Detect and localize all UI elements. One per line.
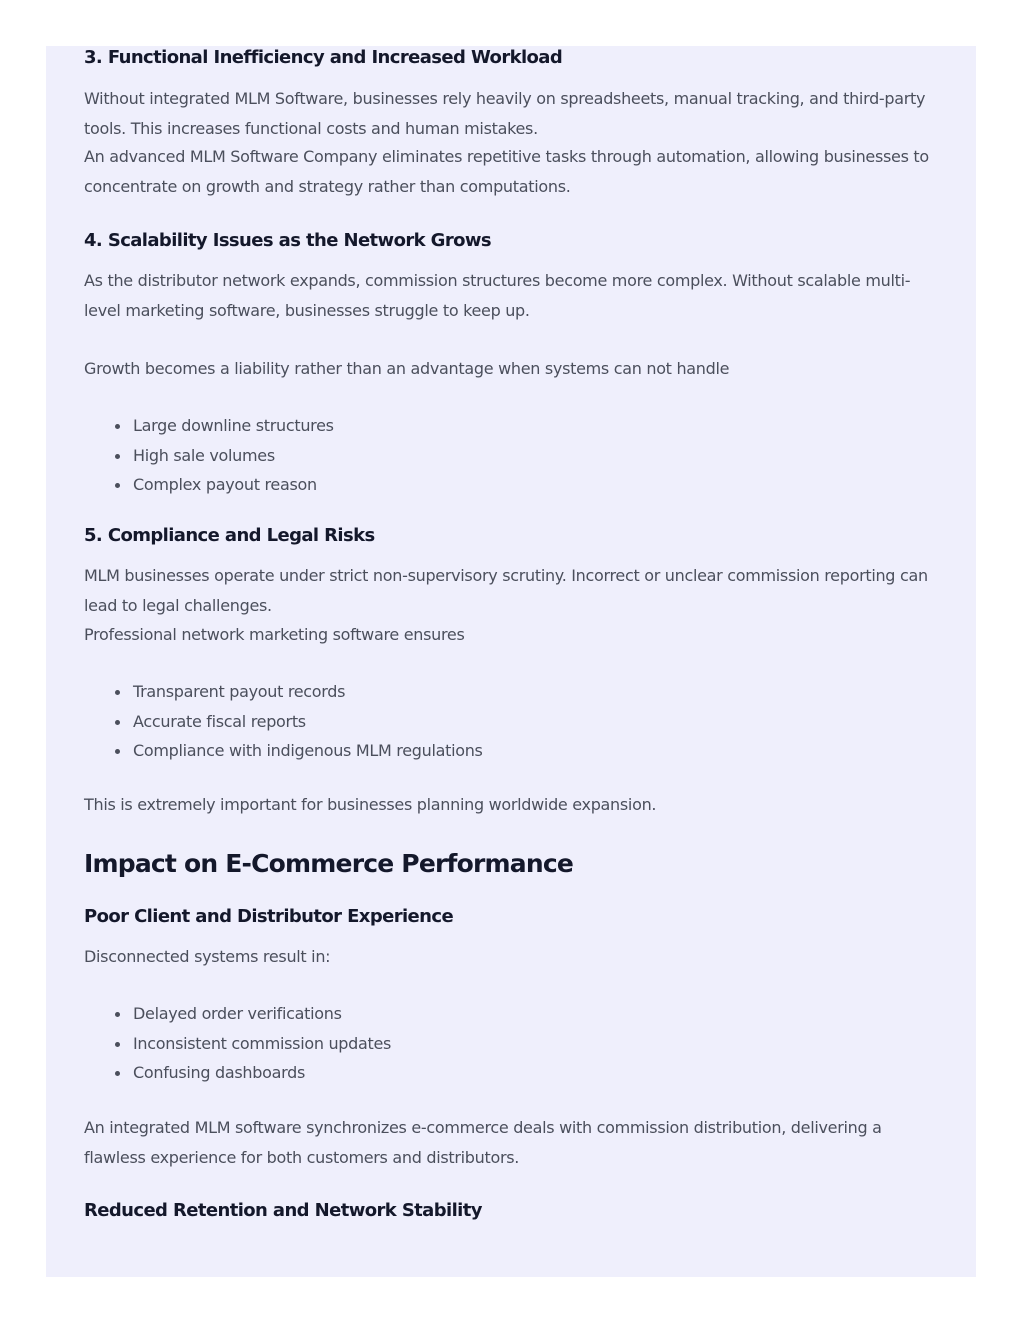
section-5-bullet-list: [84, 677, 483, 766]
section-5-paragraph-1: MLM businesses operate under strict non-supervisory scrutiny. Incorrect or unclear commission reporting can lead to legal challenges.: [84, 566, 928, 615]
section-3-paragraph-2: An advanced MLM Software Company eliminates repetitive tasks through automation, allowing businesses to concentrate on growth and strategy rather than computations.: [84, 147, 929, 196]
section-5-heading: 5. Compliance and Legal Risks: [84, 525, 375, 546]
list-item: Compliance with indigenous MLM regulations: [84, 736, 483, 766]
list-item: Large downline structures: [84, 411, 334, 441]
impact-sub1-heading: Poor Client and Distributor Experience: [84, 906, 454, 927]
impact-sub2-heading: Reduced Retention and Network Stability: [84, 1200, 482, 1221]
section-4-paragraph-1: As the distributor network expands, commission structures become more complex. Without scalable multi-level marketing software, businesses struggle to keep up.: [84, 271, 911, 320]
section-5-paragraph-2: Professional network marketing software ensures: [84, 625, 465, 644]
impact-sub1-paragraph-1: Disconnected systems result in:: [84, 947, 331, 966]
list-item: Delayed order verifications: [84, 999, 391, 1029]
list-item: Confusing dashboards: [84, 1058, 391, 1088]
section-4-heading: 4. Scalability Issues as the Network Grows: [84, 230, 492, 251]
list-item: Transparent payout records: [84, 677, 483, 707]
impact-sub1-paragraph-2: An integrated MLM software synchronizes e-commerce deals with commission distribution, delivering a flawless experience for both customers and distributors.: [84, 1118, 882, 1167]
list-item: Inconsistent commission updates: [84, 1029, 391, 1059]
section-3-paragraph-1: Without integrated MLM Software, businesses rely heavily on spreadsheets, manual tracking, and third-party tools. This increases functional costs and human mistakes.: [84, 89, 926, 138]
section-5-paragraph-3: This is extremely important for businesses planning worldwide expansion.: [84, 795, 657, 814]
impact-sub1-bullet-list: [84, 999, 391, 1088]
section-4-bullet-list: [84, 411, 334, 500]
list-item: Complex payout reason: [84, 470, 334, 500]
impact-heading: Impact on E-Commerce Performance: [84, 849, 573, 878]
list-item: High sale volumes: [84, 441, 334, 471]
list-item: Accurate fiscal reports: [84, 707, 483, 737]
section-3-heading: 3. Functional Inefficiency and Increased Workload: [84, 47, 563, 68]
section-4-paragraph-2: Growth becomes a liability rather than an advantage when systems can not handle: [84, 359, 730, 378]
